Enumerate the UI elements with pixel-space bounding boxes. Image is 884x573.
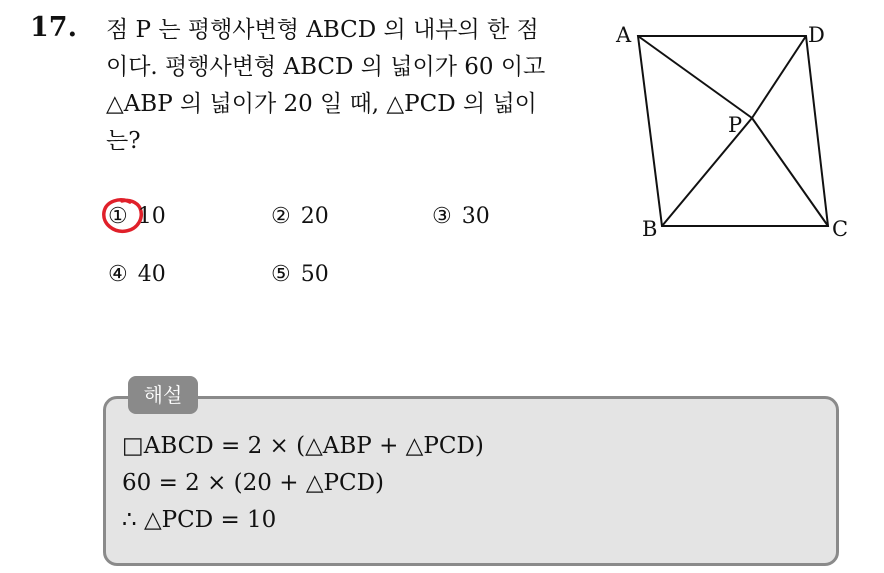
question-line: 는? [106, 128, 141, 154]
parallelogram-figure [610, 16, 870, 248]
choice-value: 50 [300, 262, 329, 287]
question-line: △ABP 의 넓이가 20 일 때, △PCD 의 넓이 [106, 91, 537, 117]
label-a: A [616, 23, 632, 47]
label-c: C [832, 217, 849, 241]
solution-line: □ABCD = 2 × (△ABP + △PCD) [122, 433, 484, 459]
choice-value: 40 [137, 262, 166, 287]
label-b: B [642, 217, 658, 241]
solution-line: 60 = 2 × (20 + △PCD) [122, 470, 384, 496]
segment-ap [638, 36, 752, 118]
choice-marker: ⑤ [271, 262, 291, 287]
question-number: 17. [30, 12, 77, 43]
choice-marker: ② [271, 204, 291, 229]
choice-value: 20 [300, 204, 329, 229]
choice-value: 30 [461, 204, 490, 229]
choice-2 [271, 204, 329, 229]
solution-text [122, 428, 484, 539]
label-d: D [808, 23, 825, 47]
question-line: 점 P 는 평행사변형 ABCD 의 내부의 한 점 [106, 17, 539, 43]
solution-line: ∴ △PCD = 10 [122, 507, 277, 533]
question-text [106, 12, 596, 160]
choice-marker: ③ [432, 204, 452, 229]
question-line: 이다. 평행사변형 ABCD 의 넓이가 60 이고 [106, 54, 546, 80]
segment-dp [752, 36, 806, 118]
solution-tag: 해설 [128, 376, 198, 414]
choice-3 [432, 204, 490, 229]
choice-marker: ④ [108, 262, 128, 287]
choice-1 [108, 204, 166, 229]
choice-5 [271, 262, 329, 287]
choice-value: 10 [137, 204, 166, 229]
choice-4 [108, 262, 166, 287]
choice-marker: ① [108, 204, 128, 229]
label-p: P [728, 113, 743, 137]
